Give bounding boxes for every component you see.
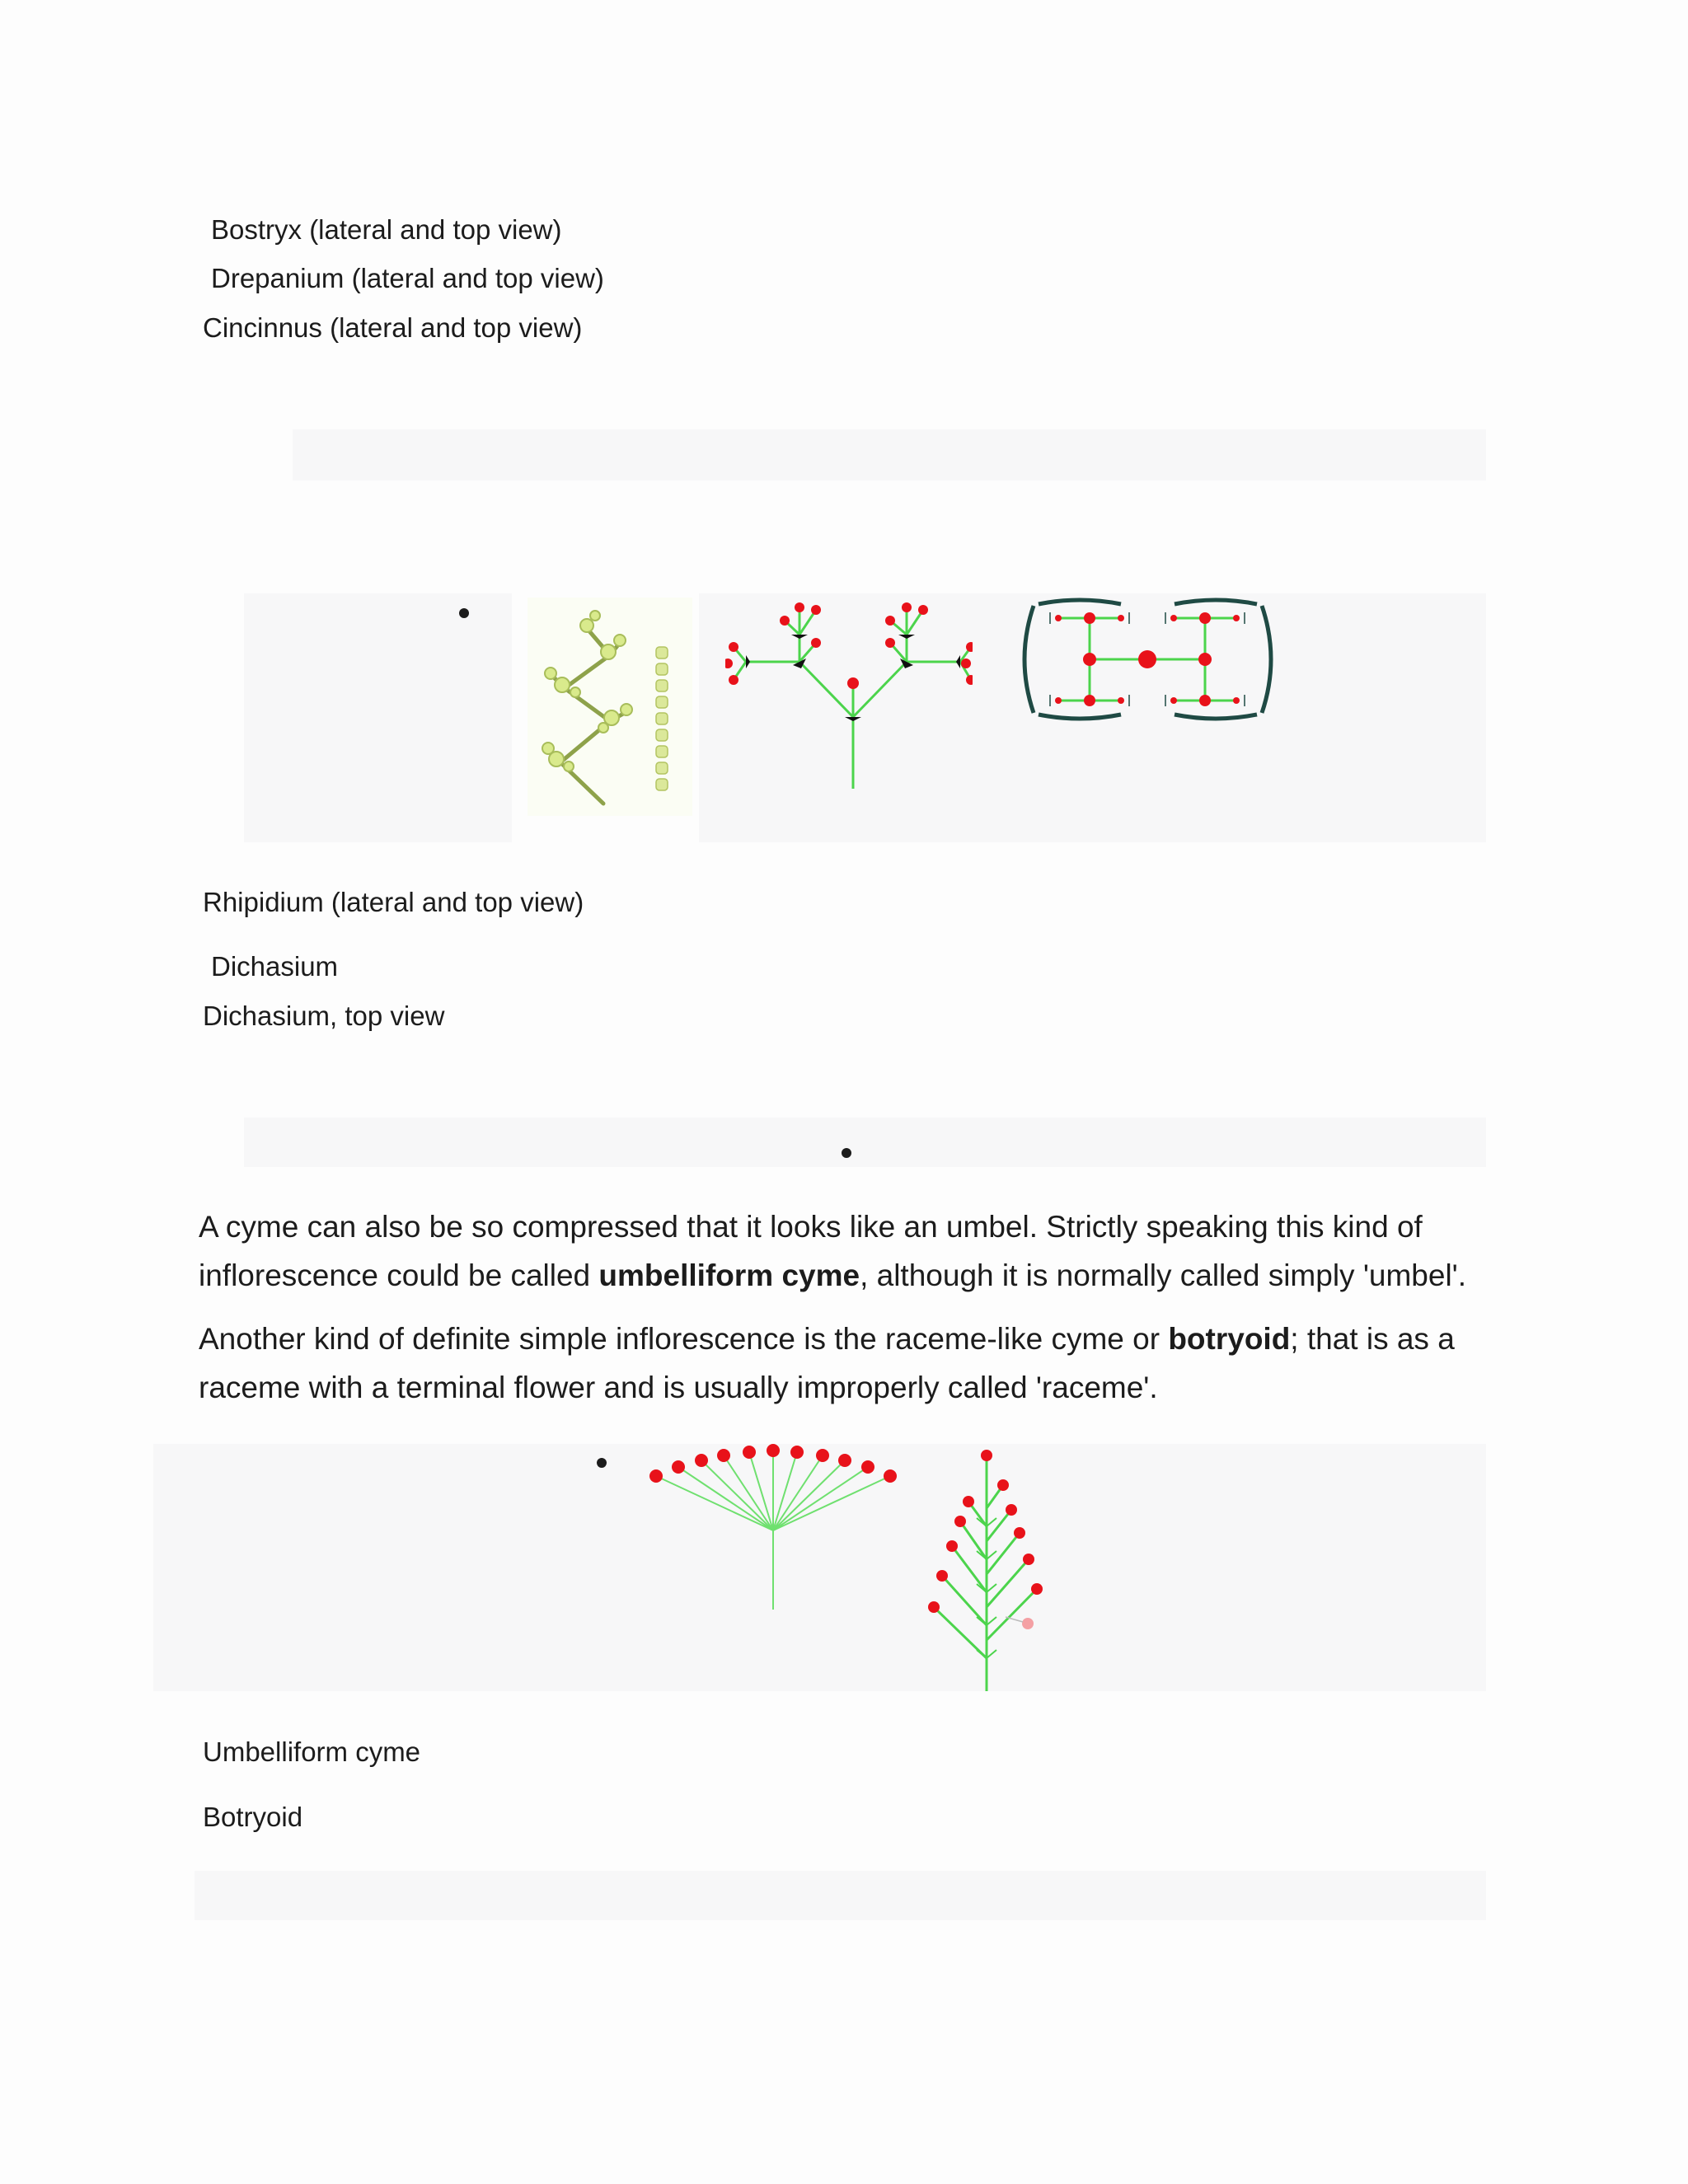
dichasium-diagram: [725, 598, 973, 795]
rhipidium-illustration: [528, 598, 692, 816]
list-bullet: [597, 1458, 607, 1468]
caption-bostryx: Bostryx (lateral and top view): [211, 214, 562, 245]
caption-drepanium: Drepanium (lateral and top view): [211, 263, 604, 293]
image-placeholder-strip-3: [195, 1871, 1486, 1920]
caption-cincinnus: Cincinnus (lateral and top view): [203, 312, 583, 343]
image-placeholder-strip-2: [244, 1118, 1486, 1167]
caption-dichasium: Dichasium: [211, 951, 339, 982]
image-placeholder-strip: [293, 429, 1486, 480]
figure-panel-left: [244, 593, 512, 842]
list-bullet: [842, 1148, 851, 1158]
dichasium-top-view-diagram: [1022, 598, 1273, 721]
botryoid-diagram: [919, 1444, 1051, 1693]
caption-botryoid: Botryoid: [203, 1802, 303, 1832]
paragraph-botryoid: Another kind of definite simple inflorescence is the raceme-like cyme or botryoid; that is as a raceme with a terminal flower and is usually improperly called 'raceme'.: [199, 1322, 1455, 1404]
term-umbelliform-cyme: umbelliform cyme: [598, 1258, 860, 1292]
caption-rhipidium: Rhipidium (lateral and top view): [203, 887, 584, 917]
umbelliform-cyme-diagram: [643, 1438, 907, 1615]
caption-dichasium-top-view: Dichasium, top view: [203, 1001, 445, 1031]
paragraph-umbelliform: A cyme can also be so compressed that it looks like an umbel. Strictly speaking this kind of inflorescence could be called umbelliform cyme, although it is normally called simply 'umbel'.: [199, 1210, 1467, 1292]
list-bullet: [459, 608, 469, 618]
caption-umbelliform-cyme: Umbelliform cyme: [203, 1736, 421, 1767]
term-botryoid: botryoid: [1168, 1322, 1291, 1356]
